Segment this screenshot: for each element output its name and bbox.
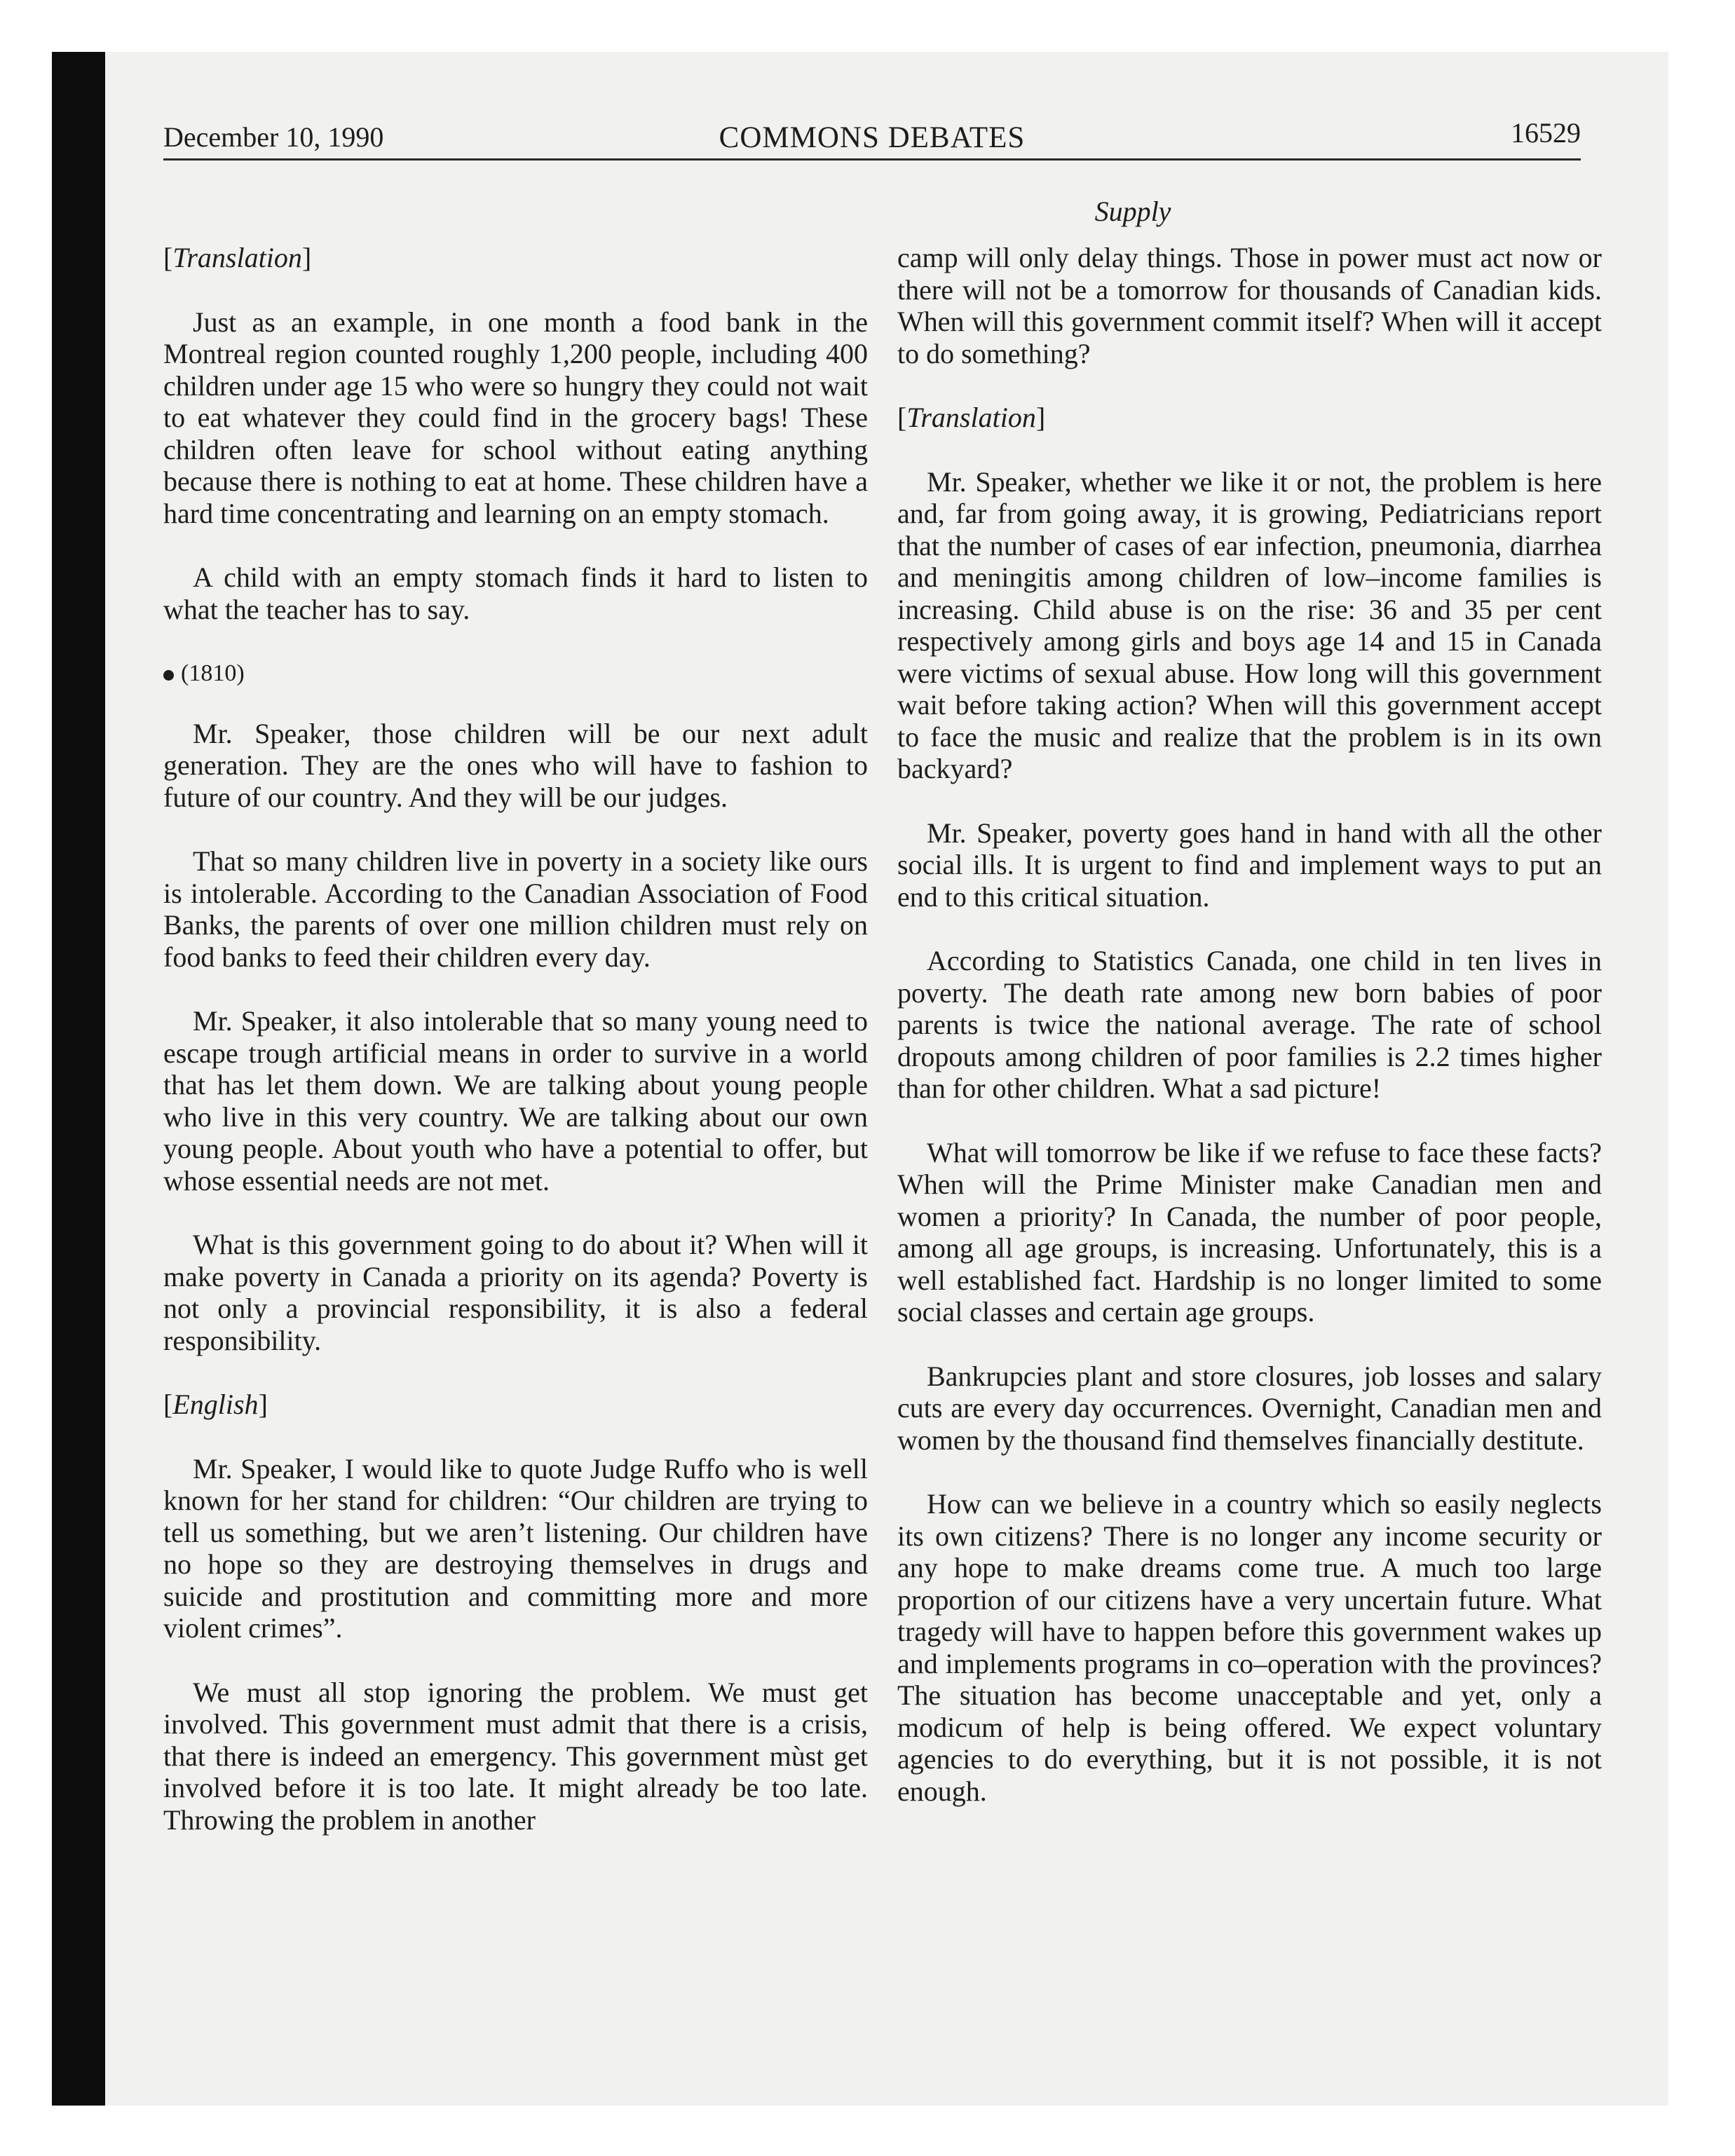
paragraph: What will tomorrow be like if we refuse to face these facts? When will the Prime Minister make Canadian men and women a priority? In Canada, the number of poor people, among all age groups, is increasing. Unfortunately, this is a well established fact. Hardship is no longer limited to some social classes and certain age groups. [897,1136,1602,1328]
paragraph: How can we believe in a country which so easily neglects its own citizens? There is no longer any income security or any hope to make dreams come true. A much too large proportion of our citizens have a very uncertain future. What tragedy will have to happen before this government wakes up and implements programs in co–operation with the provinces? The situation has become unacceptable and yet, only a modicum of help is being offered. We expect voluntary agencies to do everything, but it is not possible, it is not enough. [897,1488,1602,1807]
paragraph: Mr. Speaker, poverty goes hand in hand with all the other social ills. It is urgent to find and implement ways to put an end to this critical situation. [897,817,1602,913]
language-marker-translation: [Translation] [897,402,1046,433]
paragraph: We must all stop ignoring the problem. We must get involved. This government must admit that there is a crisis, that there is indeed an emergency. This government mùst get involved before it is too late. It might already be too late. Throwing the problem in another [163,1676,868,1836]
section-title: Supply [1094,196,1171,227]
paragraph: What is this government going to do about it? When will it make poverty in Canada a priority on its agenda? Poverty is not only a provincial responsibility, it is also a federal responsibility. [163,1229,868,1356]
bullet-icon [163,670,174,681]
paragraph: According to Statistics Canada, one child in ten lives in poverty. The death rate among new born babies of poor parents is twice the national average. The rate of school dropouts among children of poor families is 2.2 times higher than for other children. What a sad picture! [897,945,1602,1104]
page-number: 16529 [1511,117,1581,149]
left-column [163,242,868,1868]
paragraph: A child with an empty stomach finds it hard to listen to what the teacher has to say. [163,561,868,625]
header-title: COMMONS DEBATES [719,121,1026,154]
right-column [897,242,1602,1839]
header-date: December 10, 1990 [163,121,384,153]
page-header [163,116,1581,160]
paragraph: Mr. Speaker, it also intolerable that so many young need to escape trough artificial means in order to survive in a world that has let them down. We are talking about young people who live in this very country. We are talking about our own young people. About youth who have a potential to offer, but whose essential needs are not met. [163,1005,868,1196]
paragraph: Mr. Speaker, whether we like it or not, the problem is here and, far from going away, it is growing, Pediatricians report that the number of cases of ear infection, pneumonia, diarrhea and meningitis among children of low–income families is increasing. Child abuse is on the rise: 36 and 35 per cent respectively among girls and boys age 14 and 15 in Canada were victims of sexual abuse. How long will this government wait before taking action? When will this government accept to face the music and realize that the problem is in its own backyard? [897,465,1602,784]
header-rule [163,158,1581,161]
language-marker-english: [English] [163,1389,268,1420]
paragraph: Mr. Speaker, I would like to quote Judge Ruffo who is well known for her stand for children: “Our children are trying to tell us something, but we aren’t listening. Our children have no hope so they are destroying themselves in drugs and suicide and prostitution and committing more and more violent crimes”. [163,1452,868,1644]
paragraph: Mr. Speaker, those children will be our next adult generation. They are the ones who will have to fashion to future of our country. And they will be our judges. [163,717,868,813]
paragraph: That so many children live in poverty in a society like ours is intolerable. According to the Canadian Association of Food Banks, the parents of over one million children must rely on food banks to feed their children every day. [163,845,868,973]
scan-binding-edge [52,52,105,2106]
timestamp: (1810) [163,657,868,690]
language-marker-translation: [Translation] [163,242,312,273]
paragraph-continued: camp will only delay things. Those in power must act now or there will not be a tomorrow for thousands of Canadian kids. When will this government commit itself? When will it accept to do something? [897,242,1602,369]
paragraph: Bankrupcies plant and store closures, job losses and salary cuts are every day occurrences. Overnight, Canadian men and women by the thousand find themselves financially destitute. [897,1360,1602,1456]
paragraph: Just as an example, in one month a food bank in the Montreal region counted roughly 1,200 people, including 400 children under age 15 who were so hungry they could not wait to eat whatever they could find in the grocery bags! These children often leave for school without eating anything because there is nothing to eat at home. These children have a hard time concentrating and learning on an empty stomach. [163,306,868,529]
